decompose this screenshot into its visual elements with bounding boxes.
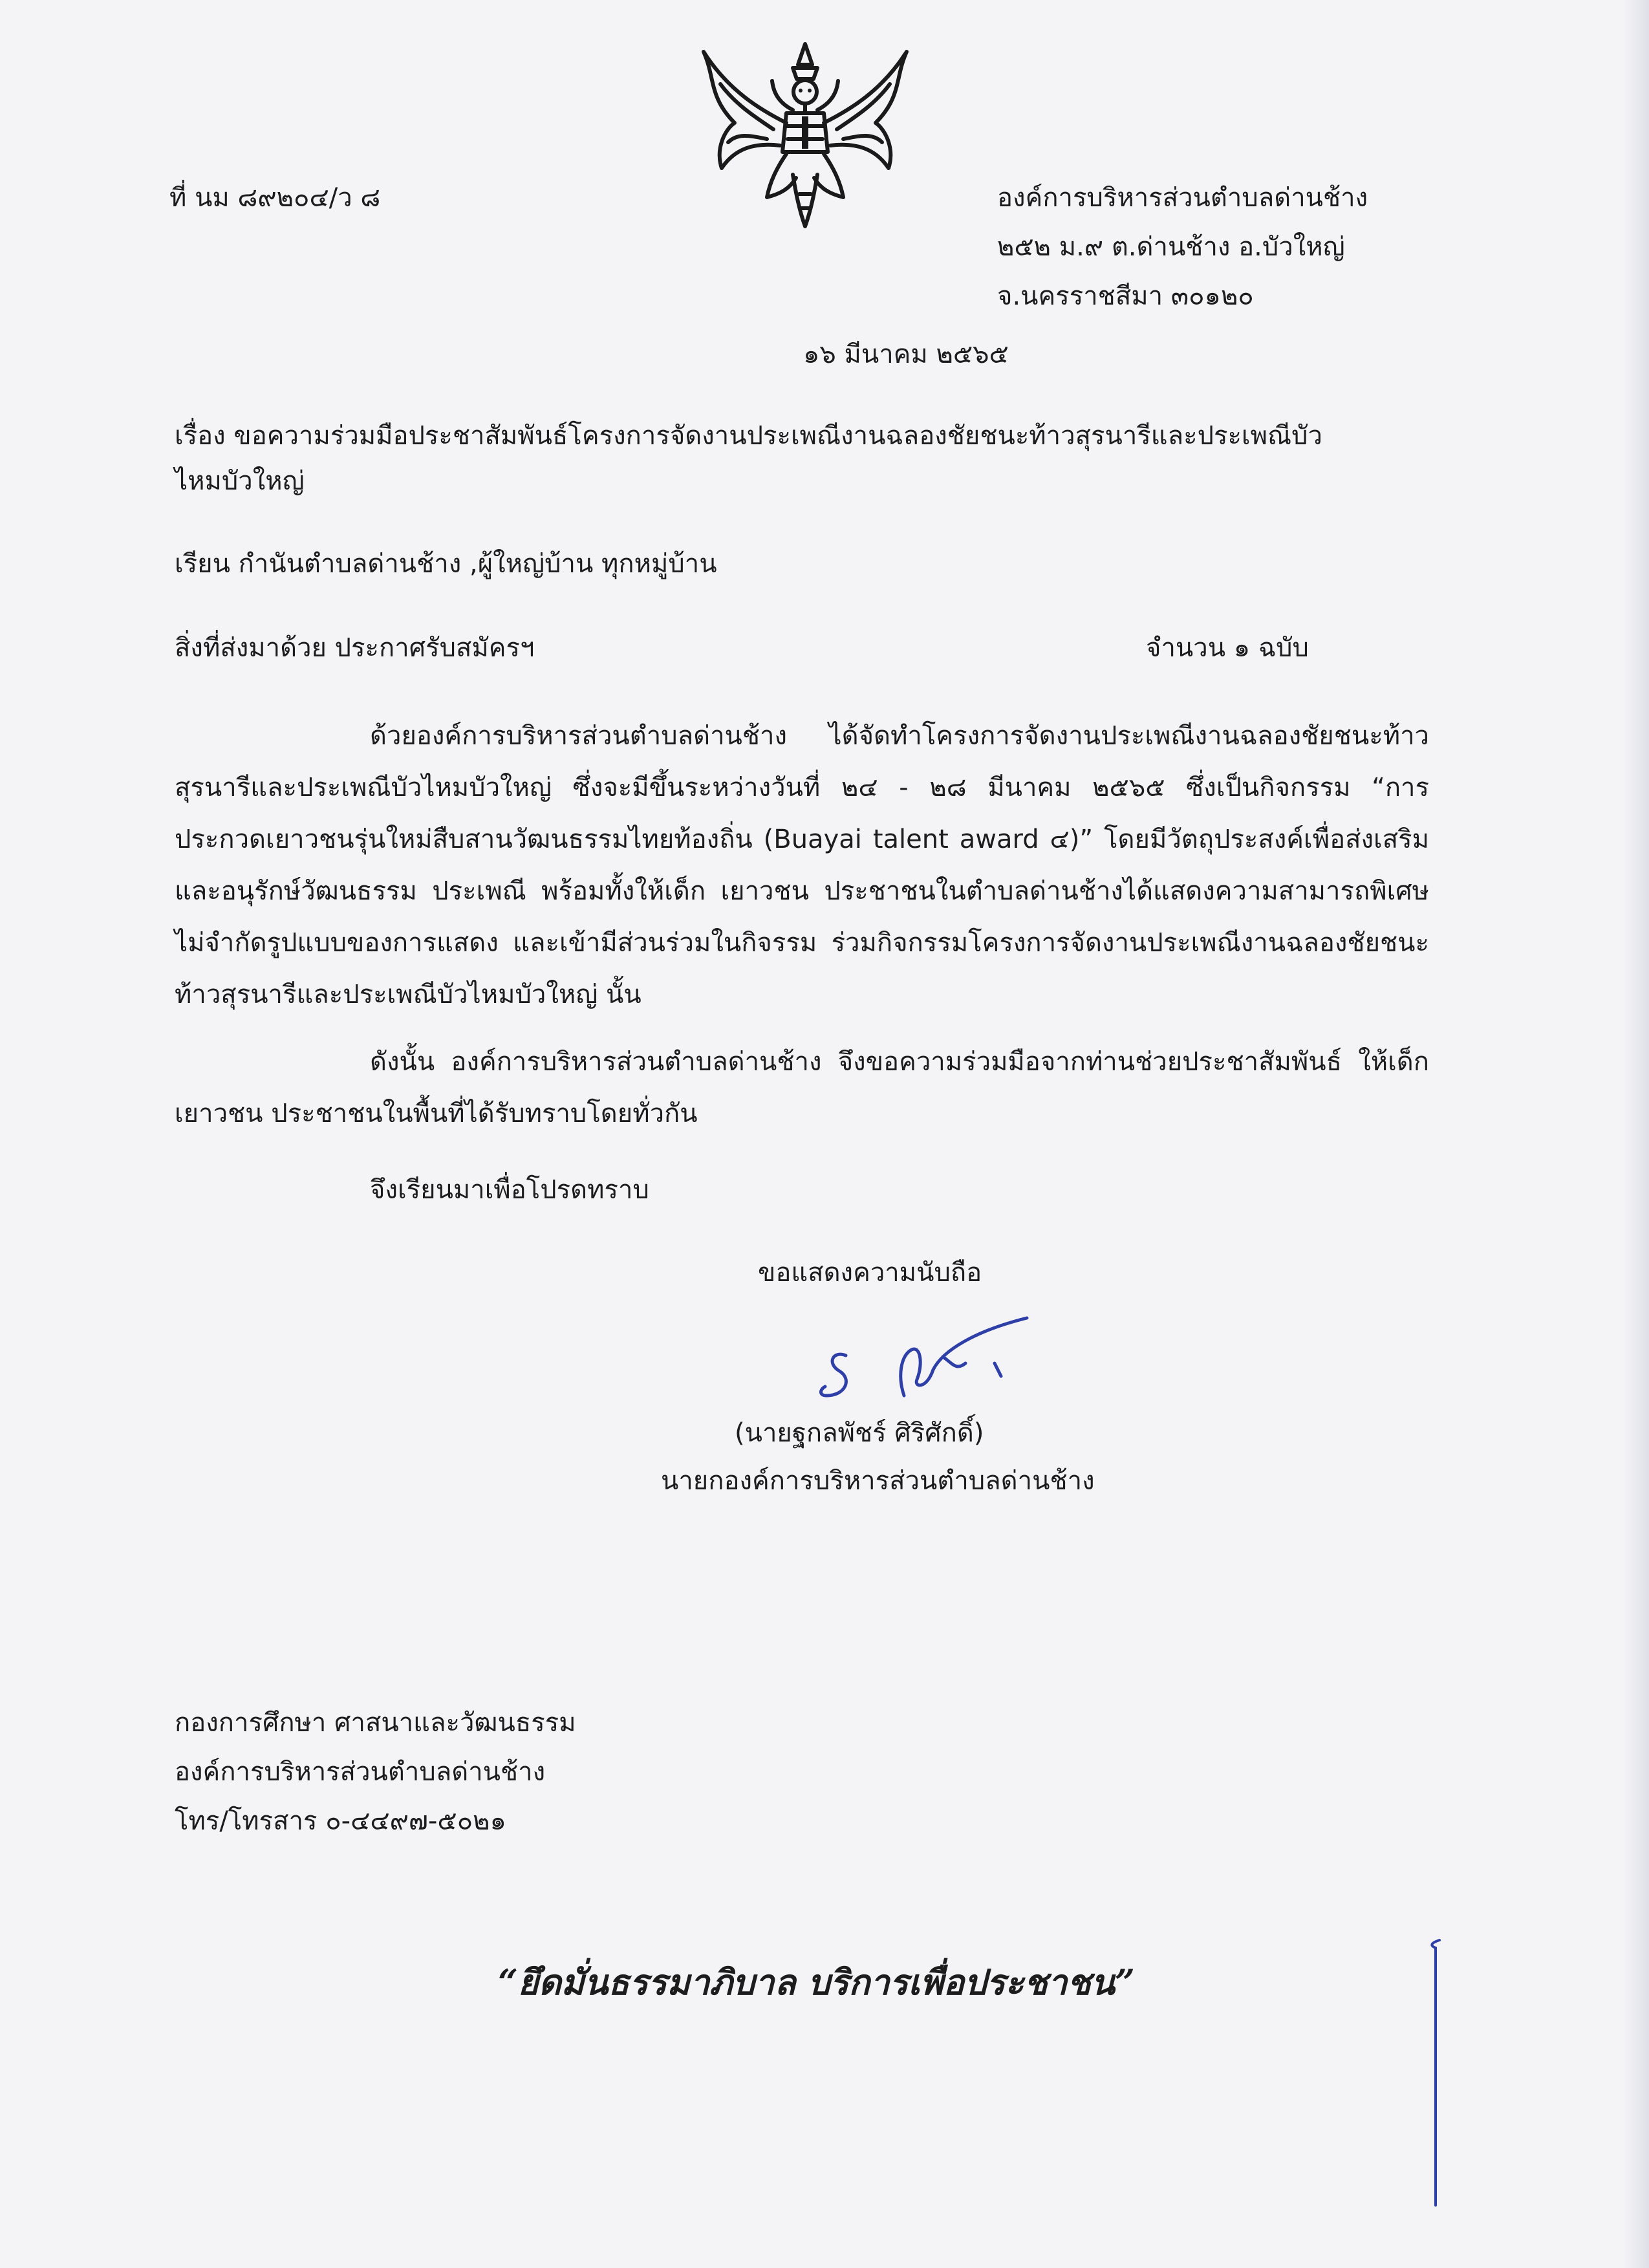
- pen-mark: [1427, 1934, 1446, 2212]
- garuda-emblem-icon: [689, 39, 921, 233]
- footer-division: กองการศึกษา ศาสนาและวัฒนธรรม: [175, 1708, 576, 1738]
- subject-line-1: เรื่อง ขอความร่วมมือประชาสัมพันธ์โครงการจัดงานประเพณีงานฉลองชัยชนะท้าวสุรนารีและประเพณีบัว: [175, 421, 1322, 451]
- paragraph-2-line-1: ดังนั้น องค์การบริหารส่วนตำบลด่านช้าง จึงขอความร่วมมือจากท่านช่วยประชาสัมพันธ์ ให้เด็ก: [370, 1047, 1429, 1077]
- signatory-name: (นายฐกลพัชร์ ศิริศักดิ์): [735, 1418, 984, 1448]
- scan-edge-shadow: [1623, 0, 1649, 2268]
- handwritten-signature: [807, 1299, 1053, 1421]
- subject-line-2: ไหมบัวใหญ่: [175, 466, 305, 496]
- address-line-1: ๒๕๒ ม.๙ ต.ด่านช้าง อ.บัวใหญ่: [997, 232, 1345, 262]
- paragraph-1-line-4: และอนุรักษ์วัฒนธรรม ประเพณี พร้อมทั้งให้เด็ก เยาวชน ประชาชนในตำบลด่านช้างได้แสดงความสามารถพิเศษ: [175, 876, 1429, 906]
- enclosure-count: จำนวน ๑ ฉบับ: [1146, 633, 1309, 663]
- letter-date: ๑๖ มีนาคม ๒๕๖๕: [803, 340, 1009, 369]
- reference-number: ที่ นม ๘๙๒๐๔/ว ๘: [169, 183, 381, 213]
- body-paragraph-2: [175, 1036, 1429, 1139]
- paragraph-1-line-1: ด้วยองค์การบริหารส่วนตำบลด่านช้าง ได้จัดทำโครงการจัดงานประเพณีงานฉลองชัยชนะท้าว: [370, 721, 1429, 751]
- paragraph-2-line-2: เยาวชน ประชาชนในพื้นที่ได้รับทราบโดยทั่วกัน: [175, 1099, 698, 1129]
- address-line-2: จ.นครราชสีมา ๓๐๑๒๐: [997, 281, 1254, 311]
- closing-respect: ขอแสดงความนับถือ: [758, 1258, 982, 1288]
- footer-phone: โทร/โทรสาร ๐-๔๔๙๗-๕๐๒๑: [175, 1806, 506, 1836]
- motto: “ยึดมั่นธรรมาภิบาล บริการเพื่อประชาชน”: [498, 1961, 1135, 2003]
- paragraph-1-line-3: ประกวดเยาวชนรุ่นใหม่สืบสานวัฒนธรรมไทยท้องถิ่น (Buayai talent award ๔)” โดยมีวัตถุประสงค์เพื่อส่งเสริม: [175, 825, 1429, 854]
- organization-name: องค์การบริหารส่วนตำบลด่านช้าง: [997, 183, 1368, 213]
- closing-request: จึงเรียนมาเพื่อโปรดทราบ: [370, 1175, 649, 1205]
- enclosure-label: สิ่งที่ส่งมาด้วย ประกาศรับสมัครฯ: [175, 633, 535, 663]
- signatory-position: นายกองค์การบริหารส่วนตำบลด่านช้าง: [661, 1466, 1095, 1496]
- footer-organization: องค์การบริหารส่วนตำบลด่านช้าง: [175, 1757, 546, 1787]
- paragraph-1-line-2: สุรนารีและประเพณีบัวไหมบัวใหญ่ ซึ่งจะมีขึ้นระหว่างวันที่ ๒๔ - ๒๘ มีนาคม ๒๕๖๕ ซึ่งเป็นกิจกรรม “การ: [175, 773, 1429, 803]
- body-paragraph-1: [175, 710, 1429, 1021]
- paragraph-1-line-6: ท้าวสุรนารีและประเพณีบัวไหมบัวใหญ่ นั้น: [175, 980, 641, 1010]
- recipient: เรียน กำนันตำบลด่านช้าง ,ผู้ใหญ่บ้าน ทุกหมู่บ้าน: [175, 549, 717, 579]
- paragraph-1-line-5: ไม่จำกัดรูปแบบของการแสดง และเข้ามีส่วนร่วมในกิจรรม ร่วมกิจกรรมโครงการจัดงานประเพณีงานฉลองชัยชนะ: [175, 928, 1429, 958]
